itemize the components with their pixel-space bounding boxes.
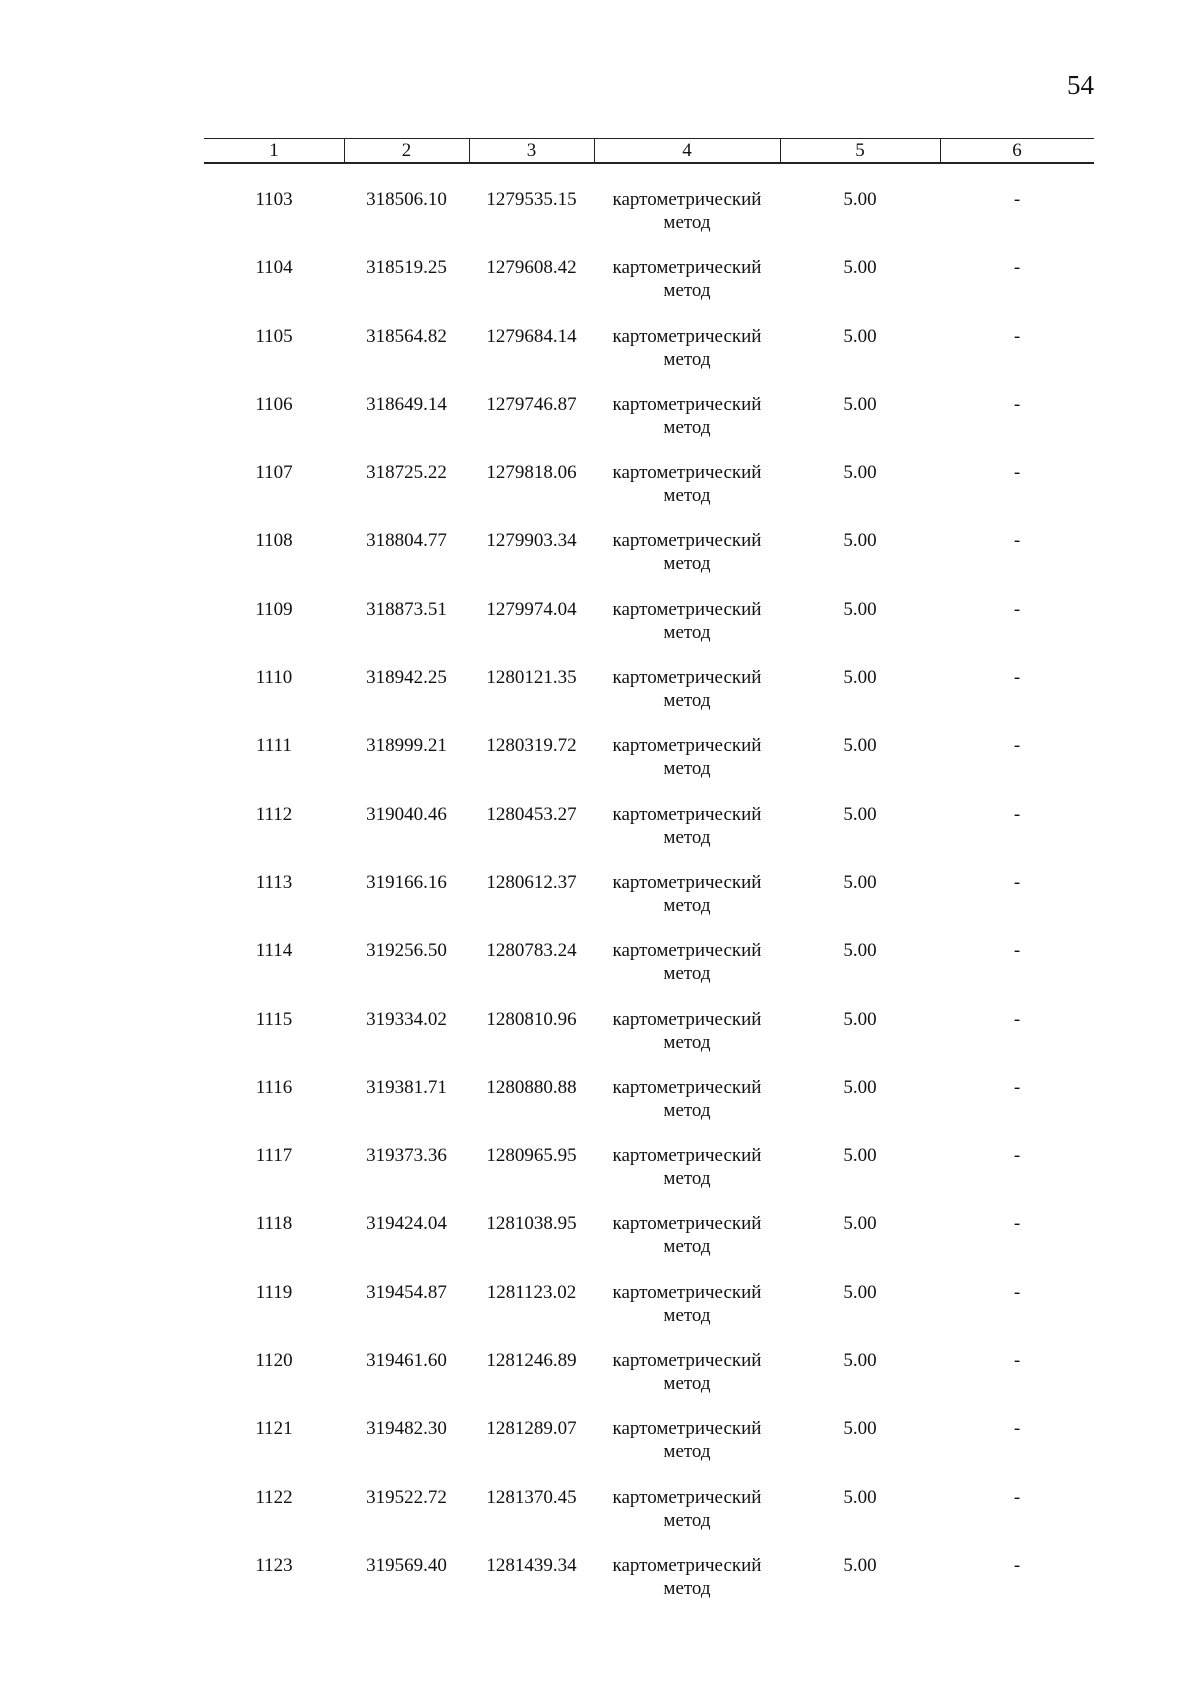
method-cell bbox=[594, 256, 780, 302]
column-header-3: 3 bbox=[526, 140, 537, 161]
x-coordinate-cell: 319256.50 bbox=[366, 940, 447, 962]
column-divider bbox=[594, 139, 595, 162]
method-line: картометрический bbox=[612, 1213, 762, 1235]
y-coordinate-cell: 1280783.24 bbox=[486, 940, 577, 962]
method-line: метод bbox=[663, 690, 711, 712]
method-cell bbox=[594, 1554, 780, 1600]
y-coordinate-cell: 1279903.34 bbox=[486, 530, 577, 552]
method-line: метод bbox=[663, 894, 711, 916]
table-row bbox=[204, 1008, 1094, 1076]
accuracy-cell: 5.00 bbox=[843, 1145, 877, 1167]
method-line: метод bbox=[663, 963, 711, 985]
x-coordinate-cell: 318649.14 bbox=[366, 393, 447, 415]
x-coordinate-cell: 318519.25 bbox=[366, 257, 447, 279]
note-cell: - bbox=[1013, 667, 1021, 689]
note-cell: - bbox=[1013, 1008, 1021, 1030]
y-coordinate-cell: 1281038.95 bbox=[486, 1213, 577, 1235]
method-line: метод bbox=[663, 1168, 711, 1190]
column-header-5: 5 bbox=[855, 140, 865, 161]
accuracy-cell: 5.00 bbox=[843, 325, 877, 347]
y-coordinate-cell: 1280810.96 bbox=[486, 1008, 577, 1030]
y-coordinate-cell: 1281370.45 bbox=[486, 1486, 577, 1508]
x-coordinate-cell: 319569.40 bbox=[366, 1554, 447, 1576]
x-coordinate-cell: 319424.04 bbox=[366, 1213, 447, 1235]
accuracy-cell: 5.00 bbox=[843, 940, 877, 962]
point-number-cell: 1106 bbox=[255, 393, 293, 415]
accuracy-cell: 5.00 bbox=[843, 1008, 877, 1030]
accuracy-cell: 5.00 bbox=[843, 462, 877, 484]
point-number-cell: 1112 bbox=[255, 803, 293, 825]
method-cell bbox=[594, 666, 780, 712]
accuracy-cell: 5.00 bbox=[843, 1076, 877, 1098]
accuracy-cell: 5.00 bbox=[843, 189, 877, 210]
accuracy-cell: 5.00 bbox=[843, 393, 877, 415]
point-number-cell: 1103 bbox=[255, 189, 293, 210]
method-cell bbox=[594, 1144, 780, 1190]
column-divider bbox=[469, 139, 470, 162]
point-number-cell: 1105 bbox=[255, 325, 293, 347]
method-cell bbox=[594, 803, 780, 849]
method-cell bbox=[594, 188, 780, 234]
accuracy-cell: 5.00 bbox=[843, 530, 877, 552]
note-cell: - bbox=[1013, 1418, 1021, 1440]
x-coordinate-cell: 319482.30 bbox=[366, 1418, 447, 1440]
y-coordinate-cell: 1281289.07 bbox=[486, 1418, 577, 1440]
method-line: метод bbox=[663, 348, 711, 370]
table-row bbox=[204, 1212, 1094, 1280]
method-line: картометрический bbox=[612, 1418, 762, 1440]
x-coordinate-cell: 319461.60 bbox=[366, 1350, 447, 1372]
accuracy-cell: 5.00 bbox=[843, 1418, 877, 1440]
method-line: метод bbox=[663, 1373, 711, 1395]
x-coordinate-cell: 319454.87 bbox=[366, 1281, 447, 1303]
y-coordinate-cell: 1279535.15 bbox=[486, 189, 577, 210]
table-row bbox=[204, 803, 1094, 871]
table-row bbox=[204, 666, 1094, 734]
y-coordinate-cell: 1280880.88 bbox=[486, 1076, 577, 1098]
method-line: картометрический bbox=[612, 598, 762, 620]
table-row bbox=[204, 393, 1094, 461]
y-coordinate-cell: 1279818.06 bbox=[486, 462, 577, 484]
note-cell: - bbox=[1013, 257, 1021, 279]
method-line: картометрический bbox=[612, 325, 762, 347]
accuracy-cell: 5.00 bbox=[843, 598, 877, 620]
method-line: метод bbox=[663, 1099, 711, 1121]
x-coordinate-cell: 318942.25 bbox=[366, 667, 447, 689]
method-cell bbox=[594, 939, 780, 985]
method-line: картометрический bbox=[612, 1554, 762, 1576]
note-cell: - bbox=[1013, 462, 1021, 484]
accuracy-cell: 5.00 bbox=[843, 871, 877, 893]
method-line: картометрический bbox=[612, 667, 762, 689]
y-coordinate-cell: 1279746.87 bbox=[486, 393, 577, 415]
x-coordinate-cell: 318999.21 bbox=[366, 735, 447, 757]
table-row bbox=[204, 529, 1094, 597]
method-cell bbox=[594, 461, 780, 507]
point-number-cell: 1116 bbox=[255, 1076, 293, 1098]
table-row bbox=[204, 461, 1094, 529]
y-coordinate-cell: 1281123.02 bbox=[486, 1281, 577, 1303]
y-coordinate-cell: 1280453.27 bbox=[486, 803, 577, 825]
point-number-cell: 1123 bbox=[255, 1554, 293, 1576]
y-coordinate-cell: 1281246.89 bbox=[486, 1350, 577, 1372]
x-coordinate-cell: 319040.46 bbox=[366, 803, 447, 825]
note-cell: - bbox=[1013, 1350, 1021, 1372]
accuracy-cell: 5.00 bbox=[843, 1213, 877, 1235]
method-line: метод bbox=[663, 621, 711, 643]
coordinates-table bbox=[204, 138, 1094, 1599]
y-coordinate-cell: 1280965.95 bbox=[486, 1145, 577, 1167]
accuracy-cell: 5.00 bbox=[843, 1281, 877, 1303]
point-number-cell: 1115 bbox=[255, 1008, 293, 1030]
table-row bbox=[204, 871, 1094, 939]
x-coordinate-cell: 318506.10 bbox=[366, 189, 447, 210]
method-line: метод bbox=[663, 1441, 711, 1463]
method-cell bbox=[594, 1212, 780, 1258]
note-cell: - bbox=[1013, 598, 1021, 620]
table-row bbox=[204, 1554, 1094, 1622]
x-coordinate-cell: 318725.22 bbox=[366, 462, 447, 484]
method-line: метод bbox=[663, 1031, 711, 1053]
note-cell: - bbox=[1013, 1554, 1021, 1576]
point-number-cell: 1121 bbox=[255, 1418, 293, 1440]
note-cell: - bbox=[1013, 940, 1021, 962]
x-coordinate-cell: 318873.51 bbox=[366, 598, 447, 620]
note-cell: - bbox=[1013, 735, 1021, 757]
accuracy-cell: 5.00 bbox=[843, 1554, 877, 1576]
table-row bbox=[204, 1144, 1094, 1212]
table-row bbox=[204, 1076, 1094, 1144]
y-coordinate-cell: 1279608.42 bbox=[486, 257, 577, 279]
method-line: картометрический bbox=[612, 871, 762, 893]
column-header-1: 1 bbox=[269, 140, 279, 161]
method-cell bbox=[594, 325, 780, 371]
method-line: картометрический bbox=[612, 1076, 762, 1098]
x-coordinate-cell: 319334.02 bbox=[366, 1008, 447, 1030]
point-number-cell: 1119 bbox=[255, 1281, 293, 1303]
note-cell: - bbox=[1013, 1145, 1021, 1167]
column-divider bbox=[780, 139, 781, 162]
method-line: картометрический bbox=[612, 189, 762, 210]
method-cell bbox=[594, 1008, 780, 1054]
column-divider bbox=[940, 139, 941, 162]
x-coordinate-cell: 319381.71 bbox=[366, 1076, 447, 1098]
point-number-cell: 1104 bbox=[255, 257, 293, 279]
point-number-cell: 1109 bbox=[255, 598, 293, 620]
note-cell: - bbox=[1013, 803, 1021, 825]
accuracy-cell: 5.00 bbox=[843, 1486, 877, 1508]
point-number-cell: 1114 bbox=[255, 940, 293, 962]
y-coordinate-cell: 1280319.72 bbox=[486, 735, 577, 757]
table-row bbox=[204, 1281, 1094, 1349]
y-coordinate-cell: 1279974.04 bbox=[486, 598, 577, 620]
table-row bbox=[204, 734, 1094, 802]
note-cell: - bbox=[1013, 1076, 1021, 1098]
method-line: метод bbox=[663, 416, 711, 438]
y-coordinate-cell: 1281439.34 bbox=[486, 1554, 577, 1576]
method-line: картометрический bbox=[612, 803, 762, 825]
method-line: метод bbox=[663, 1236, 711, 1258]
note-cell: - bbox=[1013, 325, 1021, 347]
note-cell: - bbox=[1013, 1213, 1021, 1235]
table-row bbox=[204, 188, 1094, 256]
column-divider bbox=[344, 139, 345, 162]
x-coordinate-cell: 318804.77 bbox=[366, 530, 447, 552]
accuracy-cell: 5.00 bbox=[843, 1350, 877, 1372]
point-number-cell: 1107 bbox=[255, 462, 293, 484]
method-line: картометрический bbox=[612, 393, 762, 415]
accuracy-cell: 5.00 bbox=[843, 803, 877, 825]
method-line: картометрический bbox=[612, 1145, 762, 1167]
note-cell: - bbox=[1013, 393, 1021, 415]
method-line: метод bbox=[663, 826, 711, 848]
method-cell bbox=[594, 871, 780, 917]
table-row bbox=[204, 1349, 1094, 1417]
method-line: метод bbox=[663, 280, 711, 302]
method-cell bbox=[594, 393, 780, 439]
note-cell: - bbox=[1013, 530, 1021, 552]
table-row bbox=[204, 1417, 1094, 1485]
point-number-cell: 1113 bbox=[255, 871, 293, 893]
accuracy-cell: 5.00 bbox=[843, 735, 877, 757]
accuracy-cell: 5.00 bbox=[843, 667, 877, 689]
table-row bbox=[204, 939, 1094, 1007]
method-line: картометрический bbox=[612, 1350, 762, 1372]
method-line: картометрический bbox=[612, 257, 762, 279]
table-row bbox=[204, 325, 1094, 393]
method-line: метод bbox=[663, 1509, 711, 1531]
column-header-2: 2 bbox=[401, 140, 412, 161]
method-line: метод bbox=[663, 485, 711, 507]
method-cell bbox=[594, 529, 780, 575]
method-line: метод bbox=[663, 1304, 711, 1326]
point-number-cell: 1120 bbox=[255, 1350, 293, 1372]
accuracy-cell: 5.00 bbox=[843, 257, 877, 279]
method-cell bbox=[594, 1417, 780, 1463]
method-line: картометрический bbox=[612, 530, 762, 552]
method-line: метод bbox=[663, 758, 711, 780]
note-cell: - bbox=[1013, 1486, 1021, 1508]
x-coordinate-cell: 319166.16 bbox=[366, 871, 447, 893]
point-number-cell: 1111 bbox=[256, 735, 292, 757]
note-cell: - bbox=[1013, 871, 1021, 893]
table-row bbox=[204, 1486, 1094, 1554]
table-row bbox=[204, 256, 1094, 324]
method-line: картометрический bbox=[612, 940, 762, 962]
point-number-cell: 1118 bbox=[255, 1213, 293, 1235]
method-cell bbox=[594, 734, 780, 780]
table-body bbox=[204, 188, 1094, 1622]
point-number-cell: 1117 bbox=[255, 1145, 293, 1167]
method-line: метод bbox=[663, 553, 711, 575]
method-line: метод bbox=[663, 1577, 711, 1599]
note-cell: - bbox=[1013, 1281, 1021, 1303]
method-line: метод bbox=[663, 212, 711, 233]
method-line: картометрический bbox=[612, 1281, 762, 1303]
point-number-cell: 1108 bbox=[255, 530, 293, 552]
note-cell: - bbox=[1013, 189, 1021, 210]
column-header-6: 6 bbox=[1012, 140, 1022, 161]
point-number-cell: 1110 bbox=[255, 667, 293, 689]
method-cell bbox=[594, 1076, 780, 1122]
method-line: картометрический bbox=[612, 1008, 762, 1030]
point-number-cell: 1122 bbox=[255, 1486, 293, 1508]
method-cell bbox=[594, 1486, 780, 1532]
table-row bbox=[204, 598, 1094, 666]
page-number: 54 bbox=[1067, 70, 1094, 100]
method-cell bbox=[594, 1281, 780, 1327]
y-coordinate-cell: 1280121.35 bbox=[486, 667, 577, 689]
column-header-4: 4 bbox=[682, 140, 692, 161]
method-cell bbox=[594, 598, 780, 644]
table-header bbox=[204, 138, 1094, 164]
method-line: картометрический bbox=[612, 735, 762, 757]
x-coordinate-cell: 318564.82 bbox=[366, 325, 447, 347]
x-coordinate-cell: 319522.72 bbox=[366, 1486, 447, 1508]
x-coordinate-cell: 319373.36 bbox=[366, 1145, 447, 1167]
method-line: картометрический bbox=[612, 1486, 762, 1508]
y-coordinate-cell: 1279684.14 bbox=[486, 325, 577, 347]
method-cell bbox=[594, 1349, 780, 1395]
y-coordinate-cell: 1280612.37 bbox=[486, 871, 577, 893]
method-line: картометрический bbox=[612, 462, 762, 484]
